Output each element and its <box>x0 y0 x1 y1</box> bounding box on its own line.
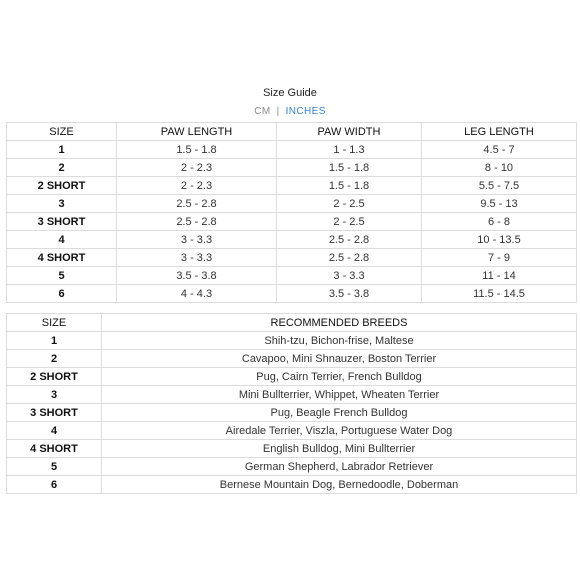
paw-length-cell: 3 - 3.3 <box>117 231 277 249</box>
leg-length-cell: 8 - 10 <box>422 159 577 177</box>
paw-length-cell: 2.5 - 2.8 <box>117 213 277 231</box>
breed-header-row <box>7 314 577 332</box>
unit-cm-toggle[interactable]: CM <box>254 106 271 117</box>
size-cell: 5 <box>7 458 102 476</box>
paw-length-cell: 4 - 4.3 <box>117 285 277 303</box>
measurement-header-row <box>7 123 577 141</box>
size-cell: 4 <box>7 422 102 440</box>
size-cell: 6 <box>7 476 102 494</box>
measurement-table <box>6 122 577 303</box>
header-paw-length: PAW LENGTH <box>117 123 277 141</box>
size-cell: 2 <box>7 350 102 368</box>
table-row <box>7 159 577 177</box>
leg-length-cell: 4.5 - 7 <box>422 141 577 159</box>
unit-toggle <box>0 106 580 117</box>
header-recommended-breeds: RECOMMENDED BREEDS <box>102 314 577 332</box>
paw-width-cell: 2 - 2.5 <box>277 195 422 213</box>
table-row <box>7 141 577 159</box>
leg-length-cell: 5.5 - 7.5 <box>422 177 577 195</box>
size-cell: 6 <box>7 285 117 303</box>
breeds-cell: Pug, Beagle French Bulldog <box>102 404 577 422</box>
breeds-cell: Airedale Terrier, Viszla, Portuguese Water Dog <box>102 422 577 440</box>
table-row <box>7 213 577 231</box>
paw-width-cell: 2.5 - 2.8 <box>277 231 422 249</box>
breeds-cell: Mini Bullterrier, Whippet, Wheaten Terrier <box>102 386 577 404</box>
table-row <box>7 332 577 350</box>
size-cell: 5 <box>7 267 117 285</box>
table-row <box>7 285 577 303</box>
paw-width-cell: 2.5 - 2.8 <box>277 249 422 267</box>
table-row <box>7 350 577 368</box>
breeds-cell: Cavapoo, Mini Shnauzer, Boston Terrier <box>102 350 577 368</box>
paw-length-cell: 1.5 - 1.8 <box>117 141 277 159</box>
size-cell: 1 <box>7 332 102 350</box>
unit-separator: | <box>276 106 280 117</box>
table-row <box>7 386 577 404</box>
paw-width-cell: 3.5 - 3.8 <box>277 285 422 303</box>
unit-inches-toggle[interactable]: INCHES <box>285 106 326 117</box>
paw-length-cell: 3 - 3.3 <box>117 249 277 267</box>
paw-length-cell: 2 - 2.3 <box>117 159 277 177</box>
leg-length-cell: 7 - 9 <box>422 249 577 267</box>
size-cell: 2 SHORT <box>7 368 102 386</box>
table-row <box>7 177 577 195</box>
page-title: Size Guide <box>263 87 317 99</box>
header-paw-width: PAW WIDTH <box>277 123 422 141</box>
table-row <box>7 249 577 267</box>
paw-width-cell: 2 - 2.5 <box>277 213 422 231</box>
table-row <box>7 422 577 440</box>
header-size: SIZE <box>7 314 102 332</box>
paw-width-cell: 1.5 - 1.8 <box>277 177 422 195</box>
table-row <box>7 368 577 386</box>
paw-length-cell: 3.5 - 3.8 <box>117 267 277 285</box>
table-row <box>7 476 577 494</box>
size-cell: 3 SHORT <box>7 404 102 422</box>
size-cell: 2 SHORT <box>7 177 117 195</box>
breeds-cell: German Shepherd, Labrador Retriever <box>102 458 577 476</box>
header-leg-length: LEG LENGTH <box>422 123 577 141</box>
size-cell: 2 <box>7 159 117 177</box>
table-row <box>7 440 577 458</box>
leg-length-cell: 6 - 8 <box>422 213 577 231</box>
leg-length-cell: 10 - 13.5 <box>422 231 577 249</box>
leg-length-cell: 9.5 - 13 <box>422 195 577 213</box>
size-cell: 4 SHORT <box>7 249 117 267</box>
header-size: SIZE <box>7 123 117 141</box>
size-cell: 1 <box>7 141 117 159</box>
size-cell: 3 SHORT <box>7 213 117 231</box>
breeds-cell: English Bulldog, Mini Bullterrier <box>102 440 577 458</box>
paw-length-cell: 2 - 2.3 <box>117 177 277 195</box>
breeds-cell: Pug, Cairn Terrier, French Bulldog <box>102 368 577 386</box>
paw-width-cell: 1.5 - 1.8 <box>277 159 422 177</box>
paw-length-cell: 2.5 - 2.8 <box>117 195 277 213</box>
breeds-cell: Shih-tzu, Bichon-frise, Maltese <box>102 332 577 350</box>
table-row <box>7 404 577 422</box>
table-row <box>7 458 577 476</box>
size-cell: 4 SHORT <box>7 440 102 458</box>
size-cell: 4 <box>7 231 117 249</box>
leg-length-cell: 11 - 14 <box>422 267 577 285</box>
breed-table <box>6 313 577 494</box>
breeds-cell: Bernese Mountain Dog, Bernedoodle, Doberman <box>102 476 577 494</box>
table-row <box>7 267 577 285</box>
leg-length-cell: 11.5 - 14.5 <box>422 285 577 303</box>
size-cell: 3 <box>7 195 117 213</box>
size-cell: 3 <box>7 386 102 404</box>
table-row <box>7 195 577 213</box>
paw-width-cell: 1 - 1.3 <box>277 141 422 159</box>
paw-width-cell: 3 - 3.3 <box>277 267 422 285</box>
table-row <box>7 231 577 249</box>
